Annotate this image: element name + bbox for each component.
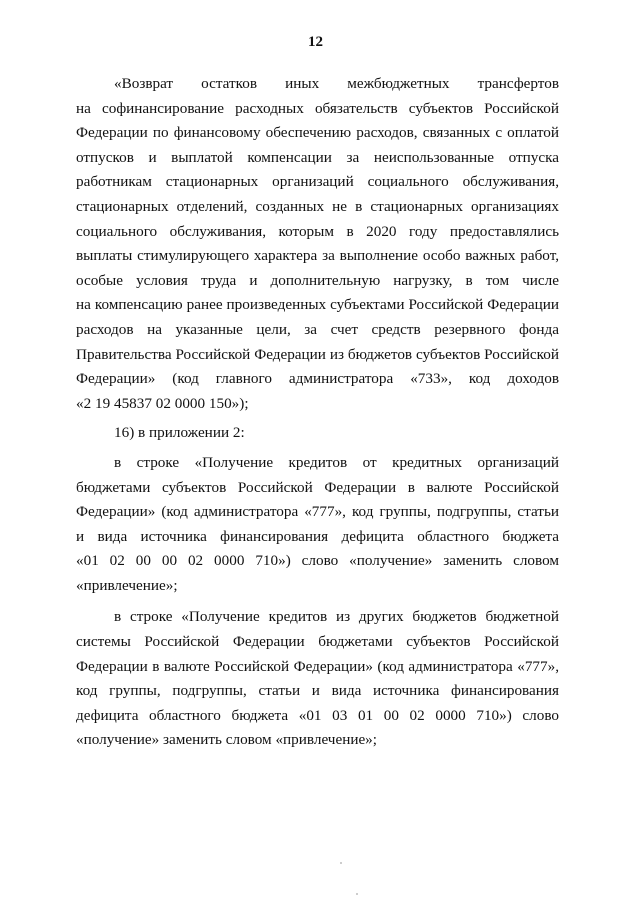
text-line: Федерации» (код администратора «777», код группы, подгруппы, статьи [76, 503, 559, 521]
text-line: Федерации по финансовому обеспечению расходов, связанных с оплатой [76, 124, 559, 142]
paragraph-appendix-2-heading [76, 421, 559, 446]
text-line: «01 02 00 00 02 0000 710») слово «получение» заменить словом [76, 552, 559, 570]
text-line: особые условия труда и дополнительную нагрузку, в том числе [76, 271, 559, 289]
text-line: «привлечение»; [76, 576, 178, 594]
text-line: код группы, подгруппы, статьи и вида источника финансирования [76, 682, 559, 700]
paragraph-return-transfers [76, 72, 559, 416]
paragraph-other-budgets [76, 605, 559, 753]
text-line: 16) в приложении 2: [114, 424, 245, 442]
text-line: работникам стационарных организаций социального обслуживания, [76, 173, 559, 191]
paragraph-credit-organizations [76, 451, 559, 599]
text-line: «Возврат остатков иных межбюджетных трансфертов [114, 75, 559, 92]
text-line: Правительства Российской Федерации из бюджетов субъектов Российской [76, 345, 559, 363]
text-line: в строке «Получение кредитов от кредитных организаций [114, 453, 559, 471]
text-line: «получение» заменить словом «привлечение»; [76, 731, 377, 749]
document-body [76, 72, 559, 753]
text-line: стационарных отделений, созданных не в стационарных организациях [76, 197, 559, 215]
text-line: в строке «Получение кредитов из других бюджетов бюджетной [114, 608, 559, 626]
scan-speck [356, 893, 358, 895]
scan-speck [340, 862, 342, 864]
text-line: Федерации в валюте Российской Федерации» (код администратора «777», [76, 657, 559, 675]
text-line: Федерации» (код главного администратора «733», код доходов [76, 370, 559, 388]
text-line: бюджетами субъектов Российской Федерации в валюте Российской [76, 478, 559, 496]
text-line: расходов на указанные цели, за счет средств резервного фонда [76, 320, 559, 338]
text-line: на компенсацию ранее произведенных субъектами Российской Федерации [76, 296, 559, 314]
text-line: выплаты стимулирующего характера за выполнение особо важных работ, [76, 247, 559, 265]
text-line: «2 19 45837 02 0000 150»); [76, 394, 249, 412]
text-line: и вида источника финансирования дефицита областного бюджета [76, 527, 559, 545]
text-line: дефицита областного бюджета «01 03 01 00 02 0000 710») слово [76, 706, 559, 724]
page-number: 12 [308, 34, 323, 50]
text-line: системы Российской Федерации бюджетами субъектов Российской [76, 633, 559, 651]
text-line: на софинансирование расходных обязательств субъектов Российской [76, 99, 559, 117]
text-line: социального обслуживания, которым в 2020 году предоставлялись [76, 222, 559, 240]
text-line: отпусков и выплатой компенсации за неиспользованные отпуска [76, 148, 559, 166]
